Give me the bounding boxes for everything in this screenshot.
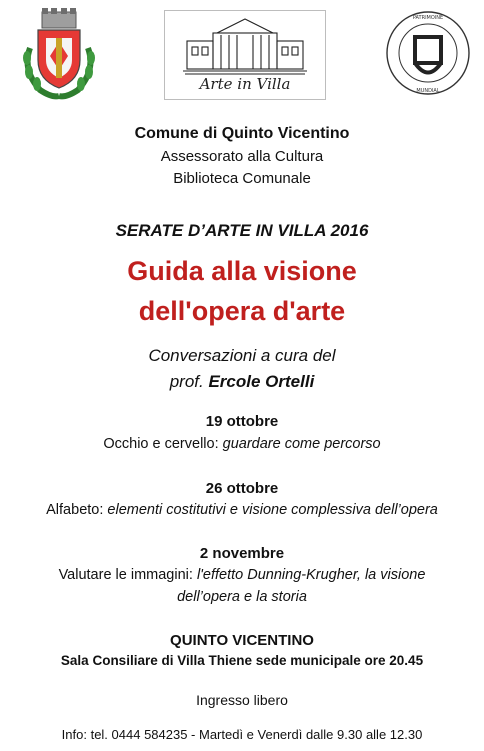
- session-topic-detail: l'effetto Dunning-Krugher, la visione: [196, 567, 426, 583]
- villa-facade-icon: [183, 17, 307, 75]
- villa-logo: [164, 10, 326, 100]
- venue-location: Sala Consiliare di Villa Thiene sede municipale ore 20.45: [60, 653, 424, 668]
- svg-text:PATRIMOINE: PATRIMOINE: [412, 15, 444, 21]
- unesco-world-heritage-icon: [385, 10, 471, 96]
- session-date: 2 novembre: [199, 545, 285, 562]
- curated-by-line: Conversazioni a cura del: [148, 346, 336, 365]
- session-topic-label: Valutare le immagini:: [58, 567, 193, 583]
- curator-name: Ercole Ortelli: [208, 372, 315, 391]
- session-topic: [0, 567, 484, 583]
- curator-line: [0, 372, 484, 392]
- entry-note: Ingresso libero: [196, 692, 288, 708]
- session-topic-continued: [0, 589, 484, 605]
- event-title-line2: dell'opera d'arte: [138, 296, 346, 326]
- session-topic-detail-line2: dell’opera e la storia: [177, 589, 307, 605]
- contact-info: Info: tel. 0444 584235 - Martedì e Venerdì dalle 9.30 alle 12.30: [61, 727, 423, 742]
- session-topic-label: Alfabeto:: [46, 502, 104, 518]
- session-topic-label: Occhio e cervello:: [103, 436, 219, 452]
- curator-prefix: prof.: [169, 372, 204, 391]
- session-topic: [0, 502, 484, 518]
- session-topic: [0, 436, 484, 452]
- event-series: SERATE D’ARTE IN VILLA 2016: [115, 221, 369, 240]
- villa-logo-text: Arte in Villa: [199, 75, 291, 93]
- session-topic-detail: guardare come percorso: [222, 436, 381, 452]
- session-topic-detail: elementi costitutivi e visione complessiva dell’opera: [107, 502, 438, 518]
- municipal-coat-of-arms-icon: [18, 8, 100, 100]
- department-name: Assessorato alla Cultura: [160, 148, 324, 165]
- library-name: Biblioteca Comunale: [173, 170, 311, 187]
- session-date: 26 ottobre: [205, 480, 279, 497]
- event-title-line1: Guida alla visione: [127, 256, 357, 286]
- session-date: 19 ottobre: [205, 413, 279, 430]
- venue-place: QUINTO VICENTINO: [170, 632, 314, 649]
- svg-text:MUNDIAL: MUNDIAL: [416, 88, 440, 94]
- organization-name: Comune di Quinto Vicentino: [134, 125, 350, 142]
